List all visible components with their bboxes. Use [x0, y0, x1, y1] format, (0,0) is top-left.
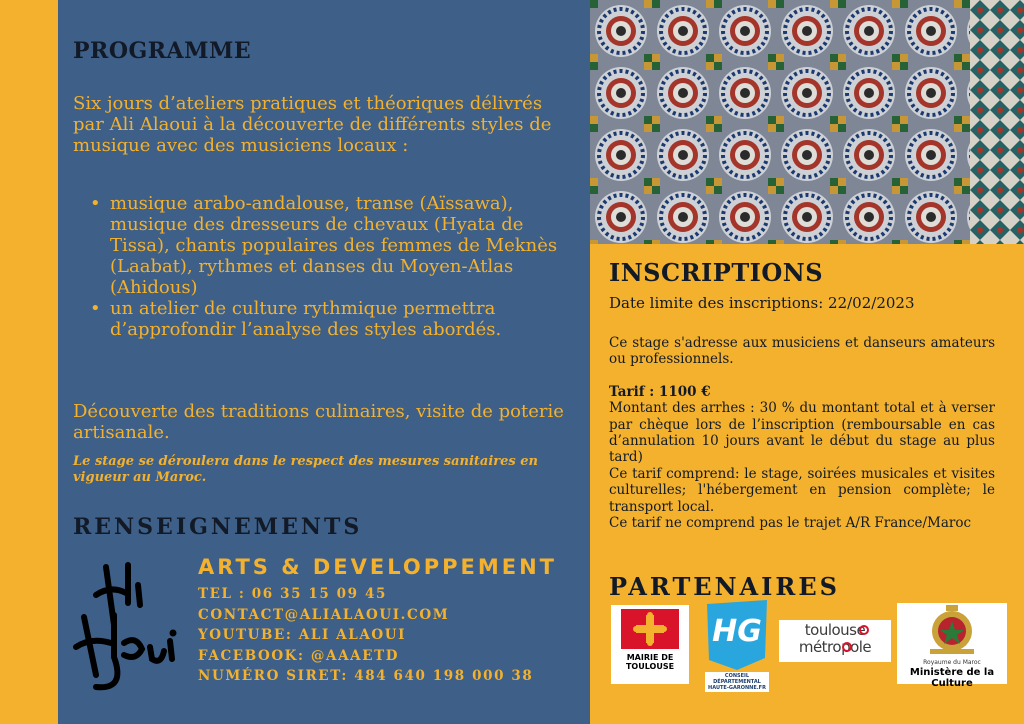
- toulouse-metropole-logo: [779, 620, 891, 662]
- audience-text: Ce stage s'adresse aux musiciens et danseurs amateurs ou professionnels.: [609, 335, 995, 368]
- ministere-culture-maroc-logo: [897, 603, 1007, 689]
- email-address[interactable]: CONTACT@ALIALAOUI.COM: [198, 606, 450, 623]
- excludes-text: Ce tarif ne comprend pas le trajet A/R France/Maroc: [609, 515, 972, 532]
- inscriptions-body: [609, 335, 995, 531]
- zellige-mosaic-photo: [590, 0, 1024, 244]
- programme-discover: Découverte des traditions culinaires, visite de poterie artisanale.: [73, 401, 564, 443]
- siret-number: NUMÉRO SIRET: 484 640 198 000 38: [198, 668, 534, 684]
- programme-heading: PROGRAMME: [73, 38, 252, 64]
- hg-caption: CONSEIL DÉPARTEMENTAL HAUTE-GARONNE.FR: [705, 672, 769, 692]
- partenaires-heading: PARTENAIRES: [609, 572, 840, 601]
- maroc-caption: Ministère de la Culture: [909, 667, 995, 689]
- renseignements-heading: RENSEIGNEMENTS: [73, 514, 363, 540]
- sanitary-note: Le stage se déroulera dans le respect des mesures sanitaires en vigueur au Maroc.: [73, 454, 538, 485]
- deadline-text: Date limite des inscriptions: 22/02/2023: [609, 294, 915, 312]
- haute-garonne-logo: [703, 600, 771, 689]
- list-item: • musique arabo-andalouse, transe (Aïssawa), musique des dresseurs de chevaux (Hyata de Tissa), chants populaires des femmes de Meknès (Laabat), rythmes et danses du Moyen-Atlas (Ahidous): [88, 193, 568, 298]
- metro-line1: toulouse: [804, 621, 866, 639]
- facebook-handle[interactable]: FACEBOOK: @AAAETD: [198, 647, 400, 664]
- arrhes-text: Montant des arrhes : 30 % du montant total et à verser par chèque lors de l’inscription (remboursable en cas d’annulation 10 jours avant le début du stage au plus tard): [609, 400, 995, 466]
- left-margin-strip: [0, 0, 58, 724]
- org-name: ARTS & DEVELOPPEMENT: [198, 555, 557, 579]
- contact-block: [198, 584, 533, 687]
- phone-number[interactable]: TEL : 06 35 15 09 45: [198, 586, 387, 602]
- toulouse-label: MAIRIE DE TOULOUSE: [625, 653, 675, 671]
- inscriptions-heading: INSCRIPTIONS: [609, 258, 824, 287]
- list-item: • un atelier de culture rythmique permettra d’approfondir l’analyse des styles abordés.: [88, 298, 568, 340]
- tarif-text: Tarif : 1100 €: [609, 383, 711, 400]
- hg-letters: HG: [712, 614, 762, 649]
- maroc-small: Royaume du Maroc: [923, 659, 981, 666]
- metro-line2: métropole: [798, 638, 872, 656]
- youtube-handle[interactable]: YOUTUBE: ALI ALAOUI: [198, 627, 407, 643]
- mairie-toulouse-logo: [611, 605, 689, 684]
- includes-text: Ce tarif comprend: le stage, soirées musicales et visites culturelles; l'hébergement en pension complète; le transport local.: [609, 465, 995, 515]
- programme-intro: Six jours d’ateliers pratiques et théoriques délivrés par Ali Alaoui à la découverte de différents styles de musique avec des musiciens locaux :: [73, 93, 552, 156]
- programme-list: [88, 193, 568, 340]
- ali-alaoui-logo: [66, 555, 196, 695]
